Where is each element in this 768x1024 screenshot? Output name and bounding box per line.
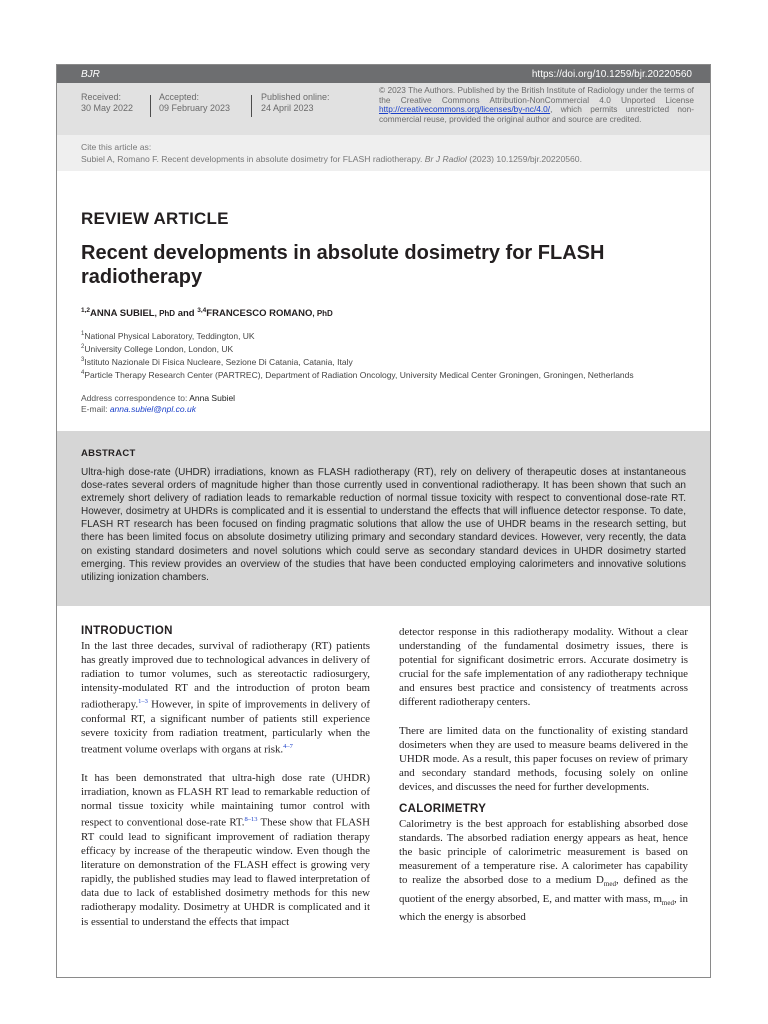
journal-name: BJR	[81, 68, 100, 80]
article-type: REVIEW ARTICLE	[81, 209, 229, 228]
section-heading-introduction: INTRODUCTION	[81, 625, 173, 637]
published-date: 24 April 2023	[261, 103, 314, 113]
author-list: $^{1,2}$ANNA SUBIEL, PhD and $^{3,4}$FRANCESCO ROMANO, PhD	[81, 307, 333, 320]
paragraph: In the last three decades, survival of radiotherapy (RT) patients has greatly improved due to technological advances in delivery of radiation to tumor volumes, such as stereotactic radiosurgery, intensity-modulated RT and the introduction of proton beam radiotherapy.$^{1-3}$ However, in spite of improvements in delivery of conformal RT, a significant number of patients still experience severe toxicity from radiation treatment, particularly when the treatment volume overlaps with organs at risk.$^{4-7}$	[81, 640, 370, 756]
paragraph: There are limited data on the functionality of existing standard dosimeters when they are used to measure beams delivered in the UHDR mode. As a result, this paper focuses on review of primary and secondary standard methods, focusing solely on online devices, and discusses the need for further developments.	[399, 724, 688, 793]
citation-block	[57, 135, 710, 171]
affiliation-item: $^2$University College London, London, UK	[81, 343, 234, 354]
correspondence: Address correspondence to: Anna Subiel E-mail: anna.subiel@npl.co.uk	[81, 393, 236, 415]
cite-text: Subiel A, Romano F. Recent developments in absolute dosimetry for FLASH radiotherapy. Br J Radiol (2023) 10.1259/bjr.20220560.	[81, 154, 582, 164]
accepted-label: Accepted:	[159, 92, 200, 102]
publication-meta	[57, 83, 710, 135]
paragraph: Calorimetry is the best approach for establishing absorbed dose standards. The absorbed radiation energy appears as heat, hence the basic principle of calorimetric measurement is based on measurement of a temperature rise. A calorimeter has capability to realize the absorbed dose to a medium $D_{med}$, defined as the quotient of the energy absorbed, E, and matter with mass, $m_{med}$, in which the energy is absorbed	[399, 818, 688, 923]
received-label: Received:	[81, 92, 122, 102]
page-frame	[56, 64, 711, 978]
journal-header-bar	[57, 65, 710, 83]
body-column-right	[399, 625, 688, 924]
license-notice: © 2023 The Authors. Published by the British Institute of Radiology under the terms of the Creative Commons Attribution-NonCommercial 4.0 Unported License http://creativecommons.org/licenses/by-nc/4.0/, which permits unrestricted non-commercial reuse, provided the original author and source are credited.	[379, 85, 694, 124]
affiliation-item: $^4$Particle Therapy Research Center (PARTREC), Department of Radiation Oncology, University Medical Center Groningen, Groningen, Netherlands	[81, 369, 634, 380]
published-block	[261, 92, 330, 114]
published-label: Published online:	[261, 92, 330, 102]
body-column-left	[81, 625, 370, 929]
reference-link[interactable]: 4–7	[283, 743, 293, 751]
article-title: Recent developments in absolute dosimetry for FLASH radiotherapy	[81, 242, 605, 288]
abstract-text: Ultra-high dose-rate (UHDR) irradiations, known as FLASH radiotherapy (RT), rely on delivery of therapeutic doses at instantaneous dose-rates several orders of magnitude higher than those currently used in conventional radiotherapy. It has been shown that such an extremely short delivery of radiation leads to remarkable reduction of normal tissue toxicity with respect to conventional dose-rate RT. However, dosimetry at UHDRs is complicated and it is essential to understand the effects that will influence detector response. To date, FLASH RT research has been focused on finding pragmatic solutions that allow the use of UHDR beams in the research setting, but there has been limited focus on absolute dosimetry utilizing primary and secondary standard devices. However, very recently, the data on existing standard dosimeters and novel solutions which could serve as secondary standard devices in UHDR dosimetry started emerging. This review provides an overview of the studies that have been conducted employing calorimeters and innovative solutions utilizing ionization chambers.	[81, 467, 686, 583]
reference-link[interactable]: 1–3	[138, 698, 148, 706]
cite-label: Cite this article as:	[81, 142, 152, 152]
doi-link[interactable]: https://doi.org/10.1259/bjr.20220560	[531, 68, 692, 80]
received-date: 30 May 2022	[81, 103, 134, 113]
section-heading-calorimetry: CALORIMETRY	[399, 803, 487, 816]
affiliation-item: $^3$Istituto Nazionale Di Fisica Nucleare, Sezione Di Catania, Catania, Italy	[81, 356, 353, 367]
abstract-heading: ABSTRACT	[81, 448, 136, 459]
meta-divider	[251, 95, 252, 117]
affiliations	[81, 329, 686, 380]
license-link[interactable]: http://creativecommons.org/licenses/by-nc/4.0/	[379, 104, 551, 115]
abstract-section	[57, 431, 710, 606]
meta-divider	[150, 95, 151, 117]
accepted-date: 09 February 2023	[159, 103, 231, 113]
accepted-block	[159, 92, 230, 114]
affiliation-item: $^1$National Physical Laboratory, Teddington, UK	[81, 330, 255, 341]
received-block	[81, 92, 133, 114]
email-link[interactable]: anna.subiel@npl.co.uk	[109, 404, 196, 415]
paragraph: It has been demonstrated that ultra-high dose rate (UHDR) irradiation, known as FLASH RT lead to remarkable reduction of normal tissue toxicity while maintaining tumor control with respect to conventional dose-rate RT.$^{8-13}$ These show that FLASH RT could lead to significant improvement of radiation therapy efficacy by increase of the therapeutic window. Even though the literature on demonstration of the FLASH effect is growing very rapidly, the published studies may lead to flawed interpretation of data due to lack of established dosimetry methods for this new radiotherapy modality. Dosimetry at UHDR is complicated and it is essential to understand the effects that impact	[81, 772, 370, 928]
reference-link[interactable]: 8–13	[244, 816, 258, 824]
paragraph: detector response in this radiotherapy modality. Without a clear understanding of the fundamental dosimetry issues, there is potential for significant dosimetric errors. Accurate dosimetry is crucial for the safe implementation of any radiotherapy technique and ensures best practice and consistency of treatments across different radiotherapy centers.	[399, 626, 688, 709]
